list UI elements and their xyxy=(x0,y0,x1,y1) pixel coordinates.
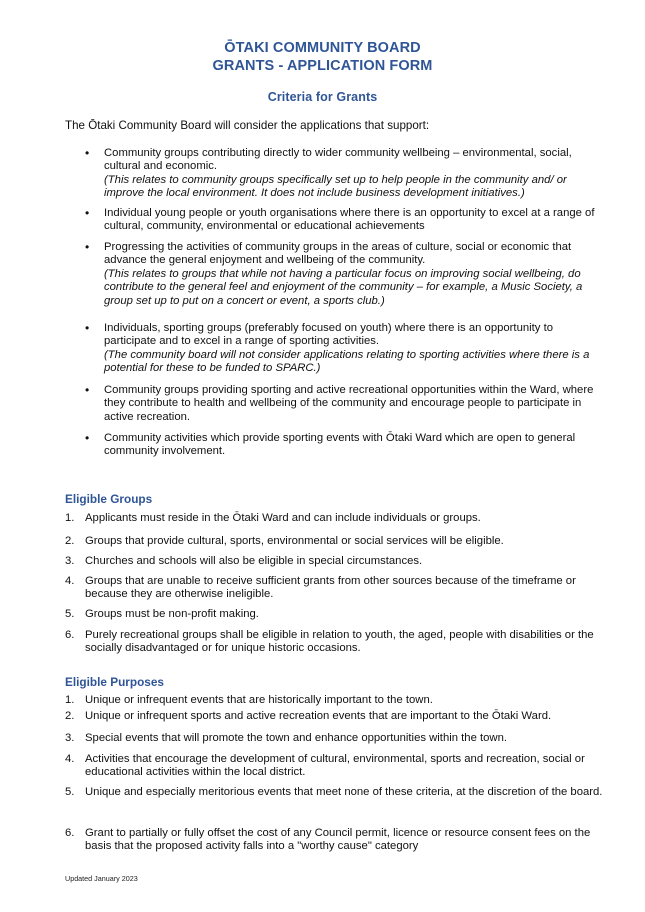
criteria-note: (This relates to community groups specifically set up to help people in the community and/ or improve the local environment. It does not include business development initiatives.) xyxy=(104,173,567,200)
item-number: 6. xyxy=(65,827,75,839)
criteria-text: Individual young people or youth organisations where there is an opportunity to excel at a range of cultural, community, environmental or educational achievements xyxy=(104,207,595,233)
list-item xyxy=(65,732,605,745)
bullet-icon: • xyxy=(85,431,90,445)
list-item xyxy=(65,753,605,780)
item-text: Groups that are unable to receive sufficient grants from other sources because of the timeframe or because they are otherwise ineligible. xyxy=(85,575,576,601)
title-line-2: GRANTS - APPLICATION FORM xyxy=(212,58,433,74)
item-number: 4. xyxy=(65,575,75,587)
intro-text: The Ōtaki Community Board will consider the applications that support: xyxy=(65,119,430,132)
criteria-item xyxy=(85,431,604,459)
bullet-icon: • xyxy=(85,321,90,335)
criteria-note: (The community board will not consider applications relating to sporting activities where there is a potential for these to be funded to SPARC.) xyxy=(104,348,590,375)
bullet-icon: • xyxy=(85,206,90,220)
bullet-icon: • xyxy=(85,240,90,254)
list-item xyxy=(65,608,605,621)
list-item xyxy=(65,555,605,568)
criteria-text: Individuals, sporting groups (preferably focused on youth) where there is an opportunity to participate and to excel in a range of sporting activities. xyxy=(104,322,553,348)
title-line-1: ŌTAKI COMMUNITY BOARD xyxy=(224,40,421,56)
list-item xyxy=(65,786,605,799)
criteria-item xyxy=(85,206,604,234)
criteria-text: Community groups contributing directly to wider community wellbeing – environmental, social, cultural and economic. xyxy=(104,147,572,173)
subtitle: Criteria for Grants xyxy=(267,90,378,104)
item-text: Groups that provide cultural, sports, environmental or social services will be eligible. xyxy=(85,535,504,547)
item-number: 3. xyxy=(65,555,75,567)
criteria-text: Progressing the activities of community groups in the areas of culture, social or economic that advance the general enjoyment and wellbeing of the community. xyxy=(104,241,572,267)
criteria-item xyxy=(85,146,604,201)
criteria-note: (This relates to groups that while not having a particular focus on improving social wellbeing, do contribute to the general feel and enjoyment of the community – for example, a Music Society, a group set up to put on a concert or event, a sports club.) xyxy=(104,267,583,307)
item-number: 5. xyxy=(65,786,75,798)
eligible-groups-heading: Eligible Groups xyxy=(65,492,153,506)
footer-updated: Updated January 2023 xyxy=(65,874,138,883)
item-number: 2. xyxy=(65,710,75,722)
bullet-icon: • xyxy=(85,146,90,160)
item-number: 1. xyxy=(65,694,75,706)
item-number: 3. xyxy=(65,732,75,744)
list-item xyxy=(65,535,605,548)
list-item xyxy=(65,575,605,602)
item-text: Unique or infrequent events that are historically important to the town. xyxy=(85,694,433,706)
item-number: 1. xyxy=(65,512,75,524)
bullet-icon: • xyxy=(85,383,90,397)
item-text: Unique and especially meritorious events that meet none of these criteria, at the discretion of the board. xyxy=(85,786,603,798)
item-text: Applicants must reside in the Ōtaki Ward and can include individuals or groups. xyxy=(85,512,481,524)
item-text: Special events that will promote the town and enhance opportunities within the town. xyxy=(85,732,508,744)
item-text: Churches and schools will also be eligible in special circumstances. xyxy=(85,555,423,567)
item-text: Unique or infrequent sports and active recreation events that are important to the Ōtaki Ward. xyxy=(85,710,552,722)
criteria-item xyxy=(85,321,604,376)
item-number: 6. xyxy=(65,629,75,641)
item-number: 2. xyxy=(65,535,75,547)
criteria-text: Community activities which provide sporting events with Ōtaki Ward which are open to general community involvement. xyxy=(104,432,576,458)
item-text: Purely recreational groups shall be eligible in relation to youth, the aged, people with disabilities or the socially disadvantaged or for unique historic occasions. xyxy=(85,629,594,655)
list-item xyxy=(65,512,605,525)
item-text: Grant to partially or fully offset the cost of any Council permit, licence or resource consent fees on the basis that the proposed activity falls into a "worthy cause" category xyxy=(85,827,591,853)
list-item xyxy=(65,629,605,656)
eligible-purposes-heading: Eligible Purposes xyxy=(65,675,164,689)
criteria-item xyxy=(85,240,604,308)
list-item xyxy=(65,710,605,723)
list-item xyxy=(65,827,605,854)
item-text: Activities that encourage the development of cultural, environmental, sports and recreation, social or educational activities within the local district. xyxy=(85,753,585,779)
item-text: Groups must be non-profit making. xyxy=(85,608,259,620)
criteria-item xyxy=(85,383,604,424)
item-number: 4. xyxy=(65,753,75,765)
item-number: 5. xyxy=(65,608,75,620)
list-item xyxy=(65,694,605,707)
criteria-text: Community groups providing sporting and active recreational opportunities within the Ward, where they contribute to health and wellbeing of the community and encourage people to participate in active recreation. xyxy=(104,384,594,423)
